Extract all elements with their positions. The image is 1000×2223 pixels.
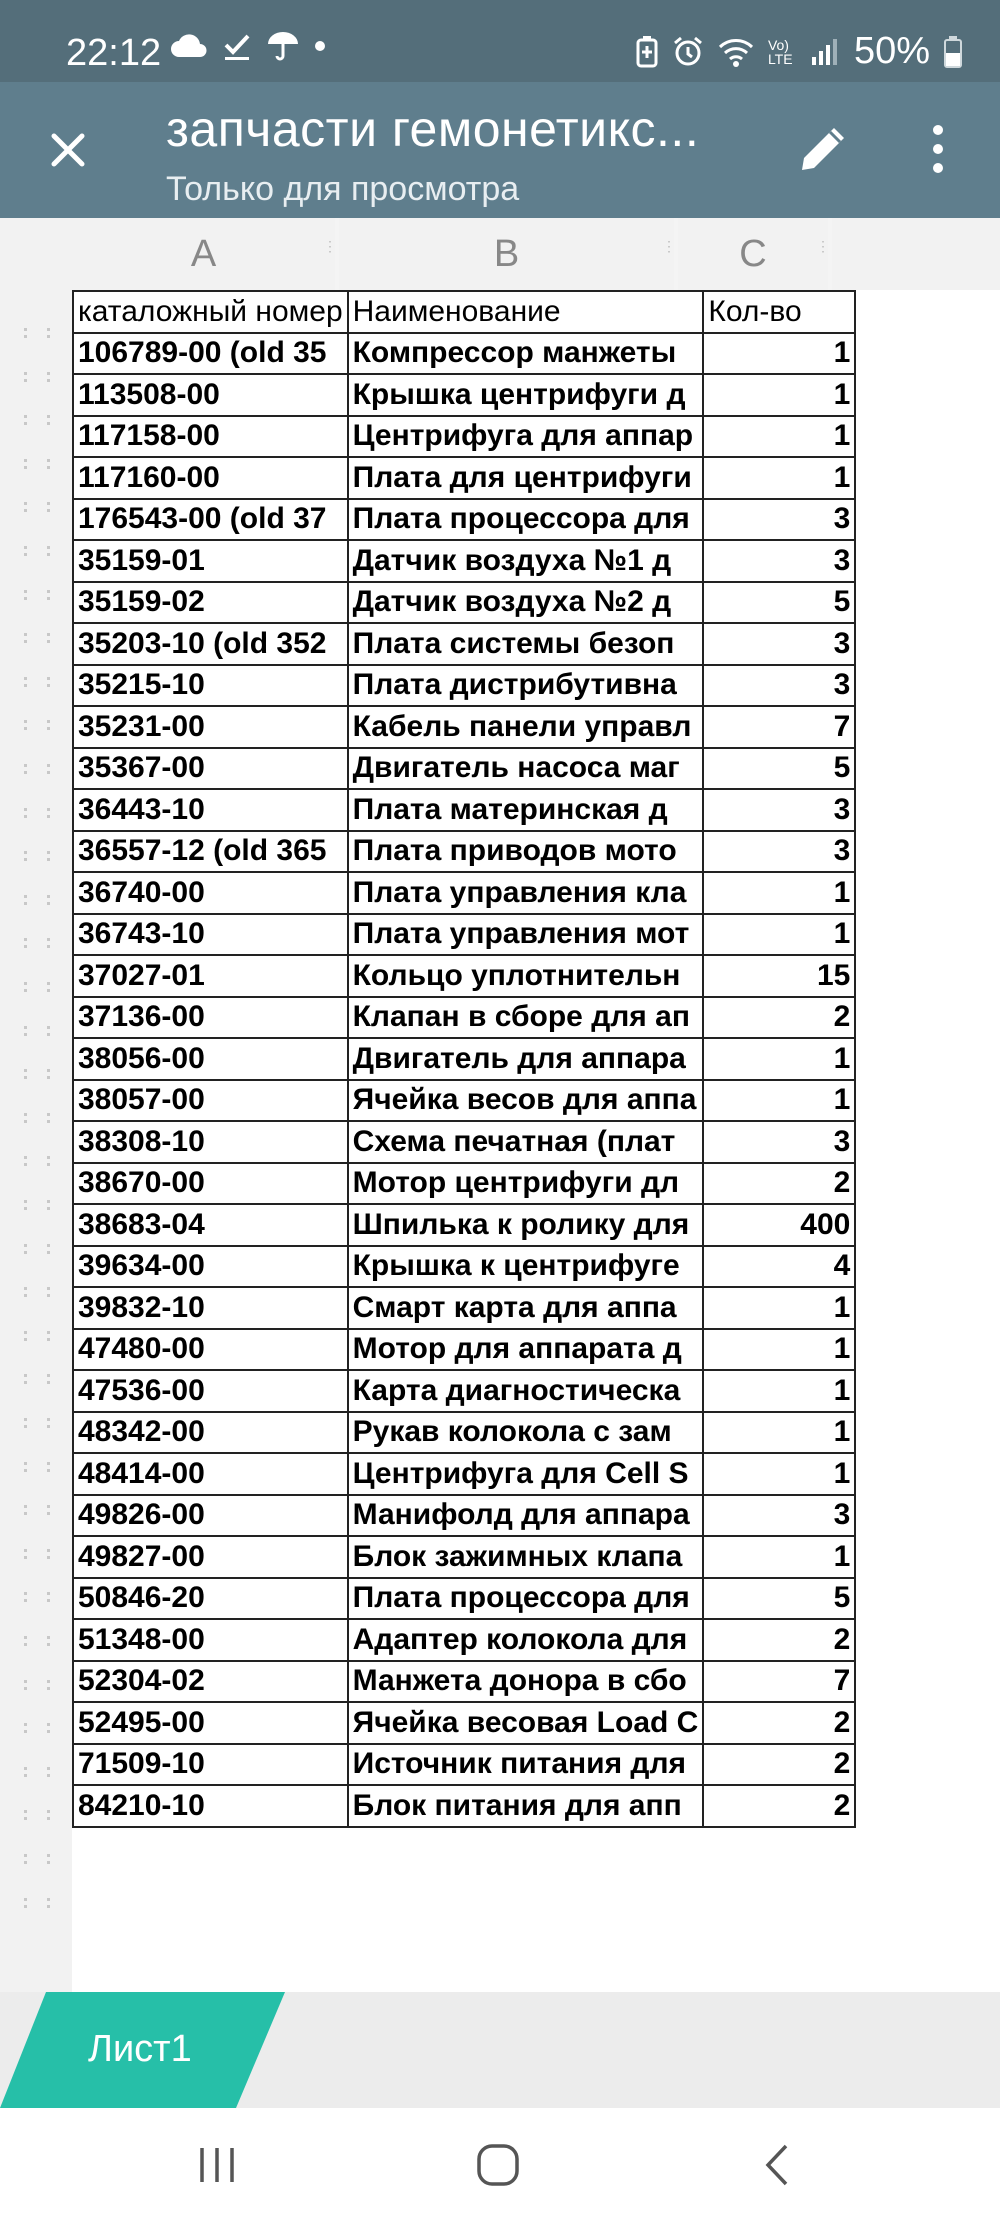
row-resize-handle[interactable] [24,1636,50,1646]
spreadsheet-grid[interactable] [0,218,1000,1992]
battery-saver-icon [636,36,658,68]
table-cell[interactable]: Ячейка весов для аппа [348,1080,704,1122]
row-resize-handle[interactable] [24,415,50,425]
table-row [73,499,855,541]
table-cell[interactable]: 3 [703,1495,855,1537]
table-header-row [73,291,855,333]
table-cell[interactable]: Схема печатная (плат [348,1121,704,1163]
table-cell[interactable]: 2 [703,1744,855,1786]
table-cell[interactable]: 1 [703,416,855,458]
table-cell[interactable]: Датчик воздуха №2 д [348,582,704,624]
row-resize-handle[interactable] [24,1549,50,1559]
table-cell[interactable]: 5 [703,748,855,790]
table-cell[interactable]: Плата для центрифуги [348,457,704,499]
table-cell[interactable]: Крышка к центрифуге [348,1246,704,1288]
table-row [73,955,855,997]
table-cell[interactable]: 48414-00 [73,1453,348,1495]
table-cell[interactable]: 1 [703,1412,855,1454]
table-cell[interactable]: Плата дистрибутивна [348,665,704,707]
table-cell[interactable]: 3 [703,540,855,582]
table-row [73,831,855,873]
table-row [73,1080,855,1122]
close-icon[interactable] [38,120,98,180]
table-row [73,582,855,624]
table-cell[interactable]: Компрессор манжеты [348,333,704,375]
table-row [73,872,855,914]
table-cell[interactable]: Плата управления мот [348,914,704,956]
table-row [73,1329,855,1371]
table-cell[interactable]: Клапан в сборе для ап [348,997,704,1039]
row-resize-handle[interactable] [24,1723,50,1733]
table-cell[interactable]: 2 [703,997,855,1039]
row-resize-handle[interactable] [24,1244,50,1254]
table-cell[interactable]: Шпилька к ролику для [348,1204,704,1246]
table-cell[interactable]: 38057-00 [73,1080,348,1122]
table-cell[interactable]: 1 [703,1038,855,1080]
table-cell[interactable]: 15 [703,955,855,997]
table-cell[interactable]: 84210-10 [73,1785,348,1827]
table-cell[interactable]: 49826-00 [73,1495,348,1537]
edit-pencil-icon[interactable] [792,118,854,180]
table-row [73,1619,855,1661]
column-resize-handle[interactable]: ⋮ [323,238,337,254]
row-resize-handle[interactable] [24,1898,50,1908]
row-resize-handle[interactable] [24,1026,50,1036]
table-cell[interactable]: Манжета донора в сбо [348,1661,704,1703]
cloud-icon [170,33,208,59]
table-cell[interactable]: 71509-10 [73,1744,348,1786]
table-cell[interactable]: 1 [703,457,855,499]
signal-icon [810,37,840,67]
table-row [73,1785,855,1827]
select-all-corner[interactable] [0,218,72,290]
table-cell[interactable]: Смарт карта для аппа [348,1287,704,1329]
row-resize-handle[interactable] [24,1505,50,1515]
row-resize-handle[interactable] [24,328,50,338]
table-cell[interactable]: Плата приводов мото [348,831,704,873]
table-cell[interactable]: Рукав колокола с зам [348,1412,704,1454]
column-header-d[interactable] [832,218,1000,290]
battery-percent: 50% [853,30,930,72]
table-cell[interactable]: 1 [703,1287,855,1329]
table-cell[interactable]: Кол-во [703,291,855,333]
table-row [73,374,855,416]
table-cell[interactable]: Двигатель насоса маг [348,748,704,790]
table-cell[interactable]: Манифолд для аппара [348,1495,704,1537]
table-cell[interactable]: Мотор для аппарата д [348,1329,704,1371]
table-cell[interactable]: Крышка центрифуги д [348,374,704,416]
document-title: запчасти гемонетикс... [166,101,700,157]
table-row [73,1204,855,1246]
status-time: 22:12 [66,32,162,74]
table-cell[interactable]: 4 [703,1246,855,1288]
row-resize-handle[interactable] [24,633,50,643]
table-cell[interactable]: 1 [703,1329,855,1371]
table-row [73,1246,855,1288]
table-row [73,416,855,458]
sheet-tab-list1[interactable] [0,1992,285,2108]
home-icon[interactable] [475,2142,521,2188]
table-cell[interactable]: 3 [703,831,855,873]
table-cell[interactable]: Источник питания для [348,1744,704,1786]
table-row [73,1702,855,1744]
table-cell[interactable]: Плата процессора для [348,1578,704,1620]
table-cell[interactable]: 50846-20 [73,1578,348,1620]
table-cell[interactable]: Ячейка весовая Load C [348,1702,704,1744]
row-resize-handle[interactable] [24,546,50,556]
table-cell[interactable]: 35231-00 [73,706,348,748]
table-row [73,706,855,748]
table-row [73,1038,855,1080]
recents-icon[interactable] [196,2144,238,2186]
table-cell[interactable]: 3 [703,1121,855,1163]
table-cell[interactable]: 35367-00 [73,748,348,790]
table-cell[interactable]: 7 [703,706,855,748]
table-cell[interactable]: 1 [703,1453,855,1495]
row-resize-handle[interactable] [24,1592,50,1602]
more-options-icon[interactable] [918,118,958,180]
table-cell[interactable]: 1 [703,914,855,956]
status-bar [0,0,1000,82]
alarm-icon [672,36,704,68]
table-row [73,748,855,790]
sheet-tab-bar [0,1992,1000,2108]
column-header-c[interactable]: C ⋮ [678,218,828,290]
row-resize-handle[interactable] [24,938,50,948]
table-cell[interactable]: 1 [703,872,855,914]
table-cell[interactable]: 1 [703,1080,855,1122]
table-cell[interactable]: 7 [703,1661,855,1703]
table-cell[interactable]: 106789-00 (old 35 [73,333,348,375]
table-row [73,1453,855,1495]
table-row [73,789,855,831]
table-cell[interactable]: 35203-10 (old 352 [73,623,348,665]
wifi-icon [718,37,754,67]
row-resize-handle[interactable] [24,851,50,861]
table-cell[interactable]: 1 [703,1370,855,1412]
table-row [73,457,855,499]
table-row [73,1495,855,1537]
table-cell[interactable]: Плата системы безоп [348,623,704,665]
table-cell[interactable]: Мотор центрифуги дл [348,1163,704,1205]
table-row [73,1661,855,1703]
table-row [73,1370,855,1412]
table-row [73,1287,855,1329]
row-resize-handle[interactable] [24,372,50,382]
table-cell[interactable]: Кабель панели управл [348,706,704,748]
table-row [73,1536,855,1578]
row-resize-handle[interactable] [24,1810,50,1820]
table-cell[interactable]: 1 [703,1536,855,1578]
row-resize-handle[interactable] [24,1854,50,1864]
row-resize-handle[interactable] [24,1113,50,1123]
table-cell[interactable]: 176543-00 (old 37 [73,499,348,541]
row-resize-handle[interactable] [24,720,50,730]
table-cell[interactable]: 5 [703,1578,855,1620]
table-cell[interactable]: 38683-04 [73,1204,348,1246]
table-cell[interactable]: 3 [703,623,855,665]
table-row [73,1121,855,1163]
row-resize-handle[interactable] [24,1287,50,1297]
data-table [72,290,856,1828]
column-header-b[interactable]: B ⋮ [339,218,674,290]
table-cell[interactable]: 37136-00 [73,997,348,1039]
table-cell[interactable]: 47536-00 [73,1370,348,1412]
table-cell[interactable]: Кольцо уплотнительн [348,955,704,997]
system-nav-bar [0,2108,1000,2223]
umbrella-icon [266,30,300,62]
table-cell[interactable]: 36443-10 [73,789,348,831]
table-row [73,333,855,375]
table-cell[interactable]: 37027-01 [73,955,348,997]
table-cell[interactable]: Наименование [348,291,704,333]
table-cell[interactable]: 35215-10 [73,665,348,707]
table-row [73,1744,855,1786]
table-cell[interactable]: 2 [703,1619,855,1661]
table-cell[interactable]: 2 [703,1702,855,1744]
table-cell[interactable]: Карта диагностическа [348,1370,704,1412]
table-cell[interactable]: 3 [703,665,855,707]
row-resize-handle[interactable] [24,1156,50,1166]
table-cell[interactable]: 35159-01 [73,540,348,582]
table-cell[interactable]: Двигатель для аппара [348,1038,704,1080]
column-resize-handle[interactable]: ⋮ [662,238,676,254]
table-cell[interactable]: каталожный номер [73,291,348,333]
row-resize-handle[interactable] [24,459,50,469]
table-row [73,623,855,665]
table-cell[interactable]: 38670-00 [73,1163,348,1205]
row-resize-handle[interactable] [24,895,50,905]
table-cell[interactable]: 3 [703,789,855,831]
table-cell[interactable]: 400 [703,1204,855,1246]
table-cell[interactable]: 36740-00 [73,872,348,914]
row-resize-handle[interactable] [24,590,50,600]
table-cell[interactable]: Блок питания для апп [348,1785,704,1827]
table-row [73,540,855,582]
table-cell[interactable]: Плата материнская д [348,789,704,831]
row-resize-handle[interactable] [24,677,50,687]
table-cell[interactable]: 36557-12 (old 365 [73,831,348,873]
row-resize-handle[interactable] [24,1767,50,1777]
back-icon[interactable] [758,2142,798,2188]
row-resize-handle[interactable] [24,1200,50,1210]
table-cell[interactable]: 113508-00 [73,374,348,416]
volte-icon: Vo) LTE [767,36,793,67]
table-cell[interactable]: 39832-10 [73,1287,348,1329]
table-cell[interactable]: 51348-00 [73,1619,348,1661]
table-row [73,997,855,1039]
row-resize-handle[interactable] [24,1462,50,1472]
table-cell[interactable]: 117158-00 [73,416,348,458]
table-cell[interactable]: 5 [703,582,855,624]
table-cell[interactable]: Плата процессора для [348,499,704,541]
table-cell[interactable]: Адаптер колокола для [348,1619,704,1661]
row-resize-handle[interactable] [24,1680,50,1690]
table-cell[interactable]: 3 [703,499,855,541]
table-cell[interactable]: 49827-00 [73,1536,348,1578]
table-cell[interactable]: 52304-02 [73,1661,348,1703]
row-resize-handle[interactable] [24,1069,50,1079]
table-cell[interactable]: 39634-00 [73,1246,348,1288]
app-bar [0,82,1000,218]
table-cell[interactable]: 38056-00 [73,1038,348,1080]
table-row [73,1412,855,1454]
row-resize-handle[interactable] [24,1418,50,1428]
check-icon [222,31,252,61]
table-cell[interactable]: 117160-00 [73,457,348,499]
sheet-tab-label: Лист1 [88,2028,192,2070]
table-cell[interactable]: 52495-00 [73,1702,348,1744]
table-cell[interactable]: 48342-00 [73,1412,348,1454]
table-cell[interactable]: 2 [703,1785,855,1827]
table-cell[interactable]: Датчик воздуха №1 д [348,540,704,582]
table-row [73,914,855,956]
table-cell[interactable]: 36743-10 [73,914,348,956]
row-resize-handle[interactable] [24,1374,50,1384]
battery-icon [944,36,962,68]
table-cell[interactable]: 2 [703,1163,855,1205]
column-header-a[interactable]: A ⋮ [72,218,335,290]
row-resize-handle[interactable] [24,764,50,774]
table-cell[interactable]: 47480-00 [73,1329,348,1371]
table-cell[interactable]: 1 [703,374,855,416]
view-mode-label: Только для просмотра [166,170,520,208]
table-cell[interactable]: Центрифуга для аппар [348,416,704,458]
row-resize-handle[interactable] [24,502,50,512]
table-cell[interactable]: Блок зажимных клапа [348,1536,704,1578]
table-row [73,1163,855,1205]
table-row [73,665,855,707]
row-resize-handle[interactable] [24,1331,50,1341]
table-cell[interactable]: Плата управления кла [348,872,704,914]
table-cell[interactable]: 1 [703,333,855,375]
table-row [73,1578,855,1620]
column-resize-handle[interactable]: ⋮ [816,238,830,254]
dot-icon [314,40,326,52]
row-header-gutter[interactable] [0,290,72,1992]
table-cell[interactable]: 35159-02 [73,582,348,624]
row-resize-handle[interactable] [24,982,50,992]
table-cell[interactable]: 38308-10 [73,1121,348,1163]
table-cell[interactable]: Центрифуга для Cell S [348,1453,704,1495]
row-resize-handle[interactable] [24,808,50,818]
